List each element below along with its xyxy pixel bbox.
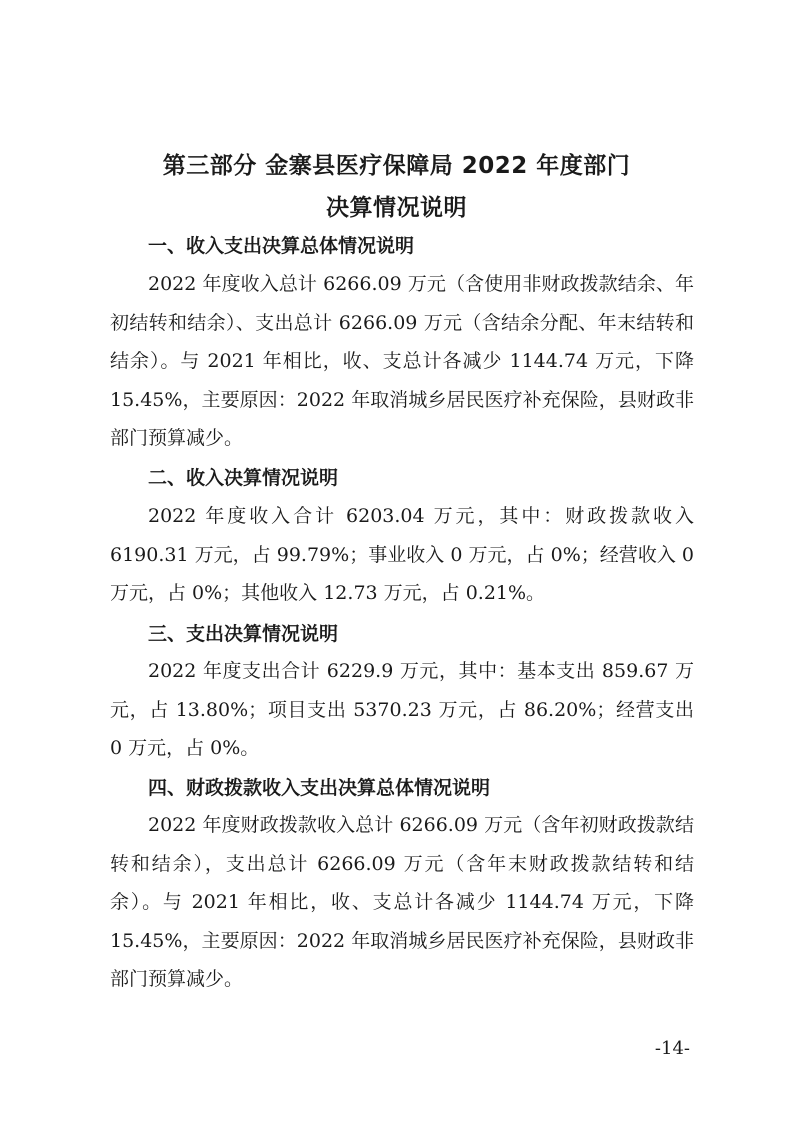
section-body-4: 2022 年度财政拨款收入总计 6266.09 万元（含年初财政拨款结转和结余），支出总计 6266.09 万元（含年末财政拨款结转和结余）。与 2021 年相比，收、支总计各减少 1144.74 万元，下降 15.45%，主要原因：2022 年取消城乡居民医疗补充保险，县财政非部门预算减少。 <box>110 814 694 990</box>
section-heading-3: 三、支出决算情况说明 <box>148 623 339 645</box>
section-body-1: 2022 年度收入总计 6266.09 万元（含使用非财政拨款结余、年初结转和结余）、支出总计 6266.09 万元（含结余分配、年末结转和结余）。与 2021 年相比，收、支总计各减少 1144.74 万元，下降 15.45%，主要原因：2022 年取消城乡居民医疗补充保险，县财政非部门预算减少。 <box>110 273 694 449</box>
section-heading-1: 一、收入支出决算总体情况说明 <box>148 235 415 257</box>
section-heading-2: 二、收入决算情况说明 <box>148 467 339 489</box>
page-title: 第三部分 金寨县医疗保障局 2022 年度部门 <box>162 153 631 179</box>
section-body-3: 2022 年度支出合计 6229.9 万元，其中：基本支出 859.67 万元，占 13.80%；项目支出 5370.23 万元，占 86.20%；经营支出 0 万元，占 0%。 <box>110 660 694 759</box>
section-body-2: 2022 年度收入合计 6203.04 万元，其中：财政拨款收入 6190.31 万元，占 99.79%；事业收入 0 万元，占 0%；经营收入 0 万元，占 0%；其他收入 12.73 万元，占 0.21%。 <box>110 505 694 604</box>
section-heading-4: 四、财政拨款收入支出决算总体情况说明 <box>148 777 491 799</box>
page-number: -14- <box>654 1038 690 1059</box>
page-subtitle: 决算情况说明 <box>326 195 467 221</box>
